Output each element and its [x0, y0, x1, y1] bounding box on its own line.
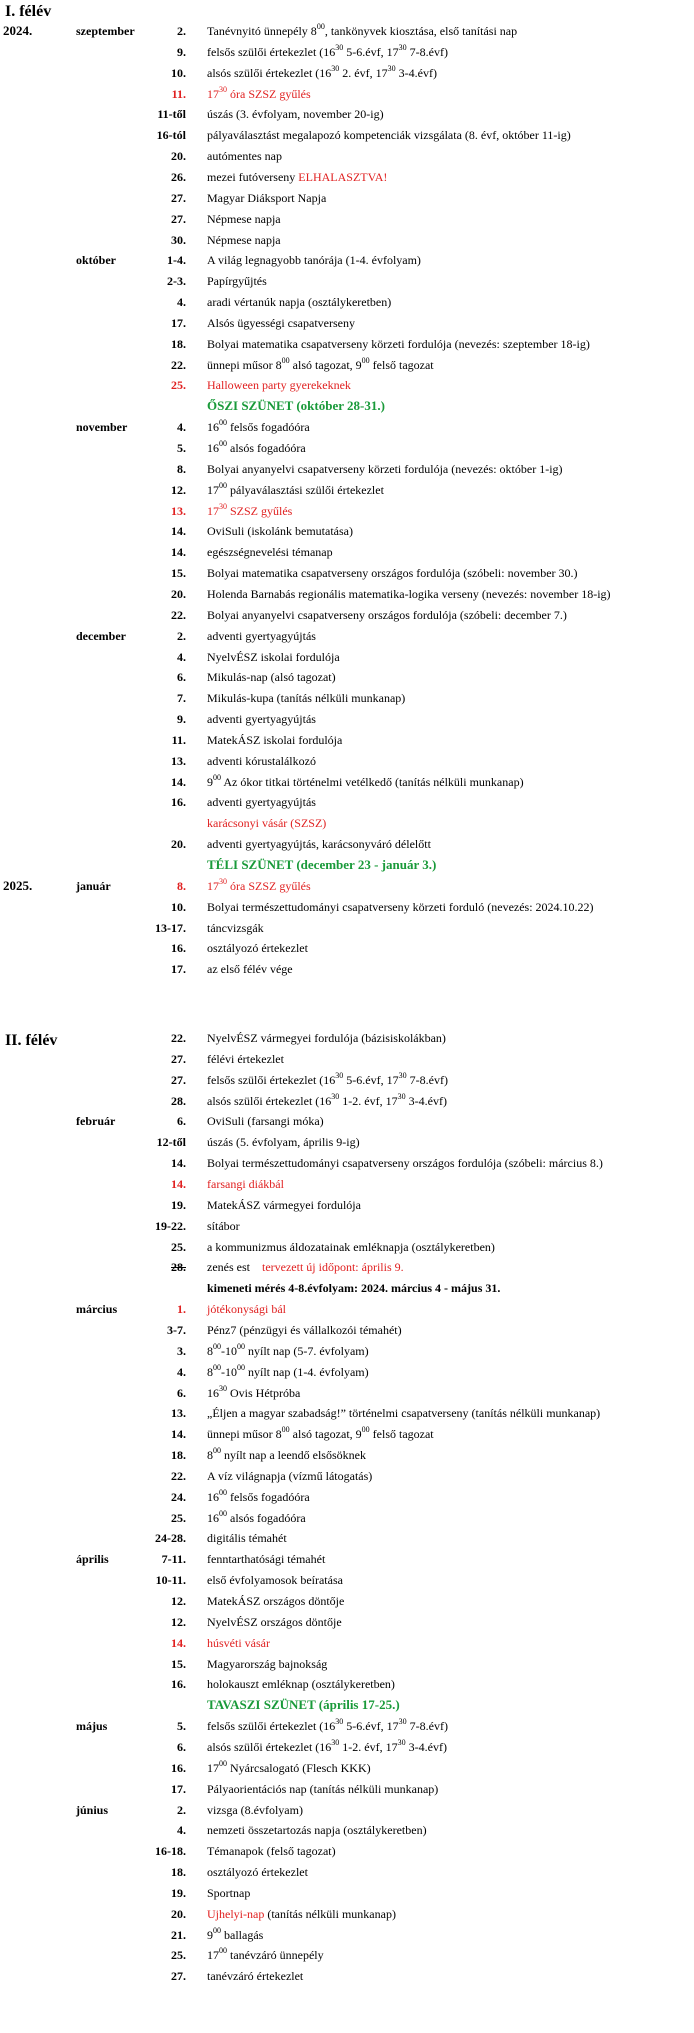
event-text: karácsonyi vásár (SZSZ) [207, 816, 327, 831]
day-label: 27. [171, 1072, 186, 1087]
calendar-row [0, 1840, 694, 1862]
calendar-row [0, 1590, 694, 1612]
event-text: felsős szülői értekezlet ($16^{30}$ 5-6.évf, $17^{30}$ 7-8.évf) [207, 1717, 448, 1734]
calendar-row [0, 333, 694, 355]
day-label: 14. [171, 1635, 186, 1650]
calendar-row [0, 374, 694, 396]
event-text: Mikulás-kupa (tanítás nélküli munkanap) [207, 691, 406, 706]
event-text: Papírgyűjtés [207, 274, 267, 289]
day-label: 10. [171, 65, 186, 80]
day-label: 18. [171, 1448, 186, 1463]
event-text: sítábor [207, 1218, 240, 1233]
semester-title: I. félév [5, 3, 52, 20]
event-text: $8^{00}$ nyílt nap a leendő elsősöknek [207, 1446, 366, 1463]
month-label: február [76, 1114, 116, 1129]
day-label: 14. [171, 545, 186, 560]
calendar-row [0, 437, 694, 459]
day-label: 4. [177, 295, 186, 310]
event-text: OviSuli (farsangi móka) [207, 1114, 324, 1129]
calendar-row [0, 708, 694, 730]
day-label: 24. [171, 1489, 186, 1504]
event-text: ünnepi műsor $8^{00}$ alsó tagozat, $9^{00}$ felső tagozat [207, 355, 434, 372]
calendar-row [0, 1152, 694, 1174]
day-label: 8. [177, 878, 186, 893]
month-label: május [76, 1719, 108, 1734]
day-label: 24-28. [155, 1531, 186, 1546]
event-text: kimeneti mérés 4-8.évfolyam: 2024. március 4 - május 31. [207, 1281, 501, 1296]
day-label: 9. [177, 712, 186, 727]
event-text: Bolyai természettudományi csapatverseny körzeti forduló (nevezés: 2024.10.22) [207, 899, 594, 914]
calendar-row [0, 1486, 694, 1508]
day-label: 6. [177, 1739, 186, 1754]
event-text: adventi gyertyagyújtás [207, 712, 316, 727]
calendar-row [0, 1944, 694, 1966]
event-text: Népmese napja [207, 211, 281, 226]
day-label: 1-4. [167, 253, 186, 268]
day-label: 4. [177, 1823, 186, 1838]
event-text: alsós szülői értekezlet ($16^{30}$ 2. évf, $17^{30}$ 3-4.évf) [207, 63, 437, 80]
calendar-row [0, 791, 694, 813]
day-label: 5. [177, 441, 186, 455]
calendar-row [0, 1819, 694, 1841]
calendar-row [0, 187, 694, 209]
day-label: 17. [171, 962, 186, 977]
calendar-row [0, 1861, 694, 1883]
event-text: a kommunizmus áldozatainak emléknapja (osztálykeretben) [207, 1239, 495, 1254]
calendar-row [0, 875, 694, 897]
event-text: Tanévnyitó ünnepély $8^{00}$, tankönyvek kiosztása, első tanítási nap [207, 22, 518, 38]
event-text: adventi gyertyagyújtás [207, 628, 316, 643]
day-label: 25. [171, 1510, 186, 1525]
event-text: MatekÁSZ iskolai fordulója [207, 732, 343, 747]
day-label: 2-3. [167, 274, 186, 289]
calendar-row [0, 395, 694, 417]
day-label: 30. [171, 232, 186, 247]
calendar-row [0, 229, 694, 251]
day-label: 7-11. [161, 1552, 186, 1567]
month-label: április [76, 1552, 109, 1567]
calendar-row [0, 750, 694, 772]
day-label: 11. [171, 86, 186, 101]
event-text: farsangi diákbál [207, 1177, 284, 1191]
calendar-row [0, 1611, 694, 1633]
calendar-row [0, 1465, 694, 1487]
day-label: 19-22. [155, 1218, 186, 1233]
calendar-row [0, 41, 694, 63]
day-label: 4. [177, 420, 186, 435]
calendar-row [0, 1694, 694, 1716]
event-text: adventi gyertyagyújtás [207, 795, 316, 810]
calendar-row [0, 1882, 694, 1904]
day-label: 20. [171, 149, 186, 164]
calendar-row [0, 604, 694, 626]
event-text: $16^{30}$ Ovis Hétpróba [207, 1383, 301, 1400]
calendar-row [0, 1527, 694, 1549]
calendar-row [0, 166, 694, 188]
event-text: Népmese napja [207, 232, 281, 247]
calendar-row [0, 249, 694, 271]
day-label: 25. [171, 378, 186, 393]
calendar-row [0, 958, 694, 980]
event-text: alsós szülői értekezlet ($16^{30}$ 1-2. évf, $17^{30}$ 3-4.évf) [207, 1737, 447, 1754]
calendar-row [0, 479, 694, 501]
event-text: aradi vértanúk napja (osztálykeretben) [207, 295, 392, 310]
event-text: $8^{00}-10^{00}$ nyílt nap (5-7. évfolyam) [207, 1341, 369, 1358]
calendar-row [0, 291, 694, 313]
day-label: 1. [177, 1302, 186, 1317]
day-label: 26. [171, 169, 186, 184]
calendar-row [0, 1653, 694, 1675]
calendar-row [0, 687, 694, 709]
day-label: 14. [171, 524, 186, 539]
event-text: vizsga (8.évfolyam) [207, 1802, 303, 1817]
event-text: $16^{00}$ alsós fogadóóra [207, 1508, 306, 1525]
month-label: március [76, 1302, 118, 1317]
event-text: jótékonysági bál [207, 1302, 286, 1317]
event-text: „Éljen a magyar szabadság!” történelmi csapatverseny (tanítás nélküli munkanap) [207, 1406, 601, 1421]
calendar-row [0, 625, 694, 647]
calendar-row [0, 1924, 694, 1946]
event-text: Bolyai anyanyelvi csapatverseny körzeti fordulója (nevezés: október 1-ig) [207, 461, 563, 476]
day-label: 14. [171, 1427, 186, 1442]
calendar-row [0, 666, 694, 688]
event-text: $9^{00}$ Az ókor titkai történelmi vetélkedő (tanítás nélküli munkanap) [207, 772, 524, 789]
day-label: 21. [171, 1927, 186, 1942]
calendar-row [0, 270, 694, 292]
calendar-row [0, 1090, 694, 1112]
event-text: A víz világnapja (vízmű látogatás) [207, 1468, 373, 1483]
day-label: 20. [171, 1906, 186, 1921]
calendar-row [0, 1778, 694, 1800]
calendar-row [0, 1277, 694, 1299]
event-text: Bolyai matematika csapatverseny körzeti fordulója (nevezés: szeptember 18-ig) [207, 336, 590, 351]
calendar-row [0, 917, 694, 939]
event-text: Alsós ügyességi csapatverseny [207, 315, 355, 330]
day-label: 11. [171, 732, 186, 747]
event-text: $8^{00}-10^{00}$ nyílt nap (1-4. évfolyam) [207, 1362, 369, 1379]
calendar-row [0, 1423, 694, 1445]
day-label: 27. [171, 190, 186, 205]
day-label: 12. [171, 1594, 186, 1608]
event-text: Bolyai anyanyelvi csapatverseny országos fordulója (szóbeli: december 7.) [207, 607, 567, 622]
event-text: egészségnevelési témanap [207, 545, 333, 560]
year-label: 2025. [3, 877, 33, 893]
day-label: 8. [177, 461, 186, 476]
calendar-row [0, 1736, 694, 1758]
day-label: 14. [171, 774, 186, 789]
day-label: 4. [177, 649, 186, 664]
month-label: december [76, 628, 126, 643]
day-label: 16-18. [155, 1844, 186, 1859]
event-text: $16^{00}$ felsős fogadóóra [207, 418, 310, 435]
calendar-row [0, 896, 694, 918]
calendar-row [0, 1340, 694, 1362]
day-label: 12. [171, 482, 186, 497]
event-text: az első félév vége [207, 962, 293, 977]
event-text: adventi kórustalálkozó [207, 753, 316, 768]
day-label: 16-tól [156, 128, 186, 143]
calendar-row [0, 103, 694, 125]
event-text: Halloween party gyerekeknek [207, 378, 351, 393]
calendar-row [0, 1173, 694, 1195]
event-text: első évfolyamosok beíratása [207, 1573, 343, 1588]
event-text: NyelvÉSZ vármegyei fordulója (bázisiskolákban) [207, 1031, 446, 1046]
day-label: 14. [171, 1156, 186, 1171]
day-label: 20. [171, 837, 186, 852]
event-text: Magyarország bajnokság [207, 1656, 328, 1671]
calendar-row [0, 729, 694, 751]
day-label: 14. [171, 1177, 186, 1191]
day-label: 22. [171, 607, 186, 622]
event-text: Témanapok (felső tagozat) [207, 1844, 336, 1859]
day-label: 16. [171, 795, 186, 810]
calendar-row [0, 646, 694, 668]
calendar-row [0, 583, 694, 605]
calendar-row [0, 1361, 694, 1383]
day-label: 16. [171, 1677, 186, 1692]
event-text: alsós szülői értekezlet ($16^{30}$ 1-2. évf, $17^{30}$ 3-4.évf) [207, 1091, 447, 1108]
event-text: TAVASZI SZÜNET (április 17-25.) [207, 1697, 400, 1713]
event-text: Magyar Diáksport Napja [207, 190, 327, 205]
day-label: 16. [171, 1760, 186, 1775]
day-label: 15. [171, 566, 186, 581]
day-label: 27. [171, 211, 186, 226]
calendar-row [0, 562, 694, 584]
day-label: 18. [171, 1865, 186, 1880]
calendar-row [0, 1757, 694, 1779]
event-text: digitális témahét [207, 1531, 287, 1546]
day-label: 18. [171, 336, 186, 351]
day-label: 22. [171, 357, 186, 372]
event-text: nemzeti összetartozás napja (osztálykeretben) [207, 1823, 427, 1838]
calendar-row [0, 1444, 694, 1466]
event-text: $17^{00}$ tanévzáró ünnepély [207, 1946, 324, 1963]
day-label: 25. [171, 1239, 186, 1254]
day-label: 6. [177, 670, 186, 685]
event-text: tanévzáró értekezlet [207, 1969, 304, 1984]
calendar-row [0, 208, 694, 230]
calendar-row [0, 458, 694, 480]
calendar-row [0, 541, 694, 563]
calendar-row [0, 1027, 694, 1049]
event-text: NyelvÉSZ iskolai fordulója [207, 649, 340, 664]
day-label: 17. [171, 1781, 186, 1796]
day-label: 13. [171, 503, 186, 518]
day-label: 22. [171, 1031, 186, 1046]
event-text: Holenda Barnabás regionális matematika-logika verseny (nevezés: november 18-ig) [207, 586, 611, 601]
calendar-row [0, 416, 694, 438]
calendar-row [0, 1548, 694, 1570]
event-text: mezei futóverseny ELHALASZTVA! [207, 169, 388, 184]
calendar-row [0, 1632, 694, 1654]
event-text: $9^{00}$ ballagás [207, 1925, 264, 1942]
calendar-row [0, 354, 694, 376]
day-label: 13. [171, 1406, 186, 1421]
calendar-row [0, 1569, 694, 1591]
event-text: zenés est tervezett új időpont: április 9. [207, 1260, 404, 1275]
calendar-row [0, 1194, 694, 1216]
day-label: 17. [171, 315, 186, 330]
event-text: $17^{30}$ óra SZSZ gyűlés [207, 84, 311, 101]
calendar-row [0, 1799, 694, 1821]
event-text: A világ legnagyobb tanórája (1-4. évfolyam) [207, 253, 421, 268]
calendar-row [0, 854, 694, 876]
event-text: $17^{30}$ SZSZ gyűlés [207, 501, 293, 518]
day-label: 27. [171, 1051, 186, 1066]
day-label: 27. [171, 1969, 186, 1984]
event-text: úszás (3. évfolyam, november 20-ig) [207, 107, 384, 122]
event-text: Mikulás-nap (alsó tagozat) [207, 670, 336, 685]
calendar-row [0, 312, 694, 334]
event-text: Pályaorientációs nap (tanítás nélküli munkanap) [207, 1781, 439, 1796]
event-text: Bolyai természettudományi csapatverseny országos fordulója (szóbeli: március 8.) [207, 1156, 603, 1171]
calendar-row [0, 1715, 694, 1737]
day-label: 11-től [157, 107, 186, 122]
day-label: 16. [171, 941, 186, 956]
event-text: ŐSZI SZÜNET (október 28-31.) [207, 398, 385, 414]
event-text: osztályozó értekezlet [207, 1865, 308, 1880]
event-text: $17^{00}$ Nyárcsalogató (Flesch KKK) [207, 1758, 371, 1775]
calendar-row [0, 1965, 694, 1987]
event-text: Bolyai matematika csapatverseny országos fordulója (szóbeli: november 30.) [207, 566, 578, 581]
day-label: 19. [171, 1885, 186, 1900]
event-text: $16^{00}$ alsós fogadóóra [207, 439, 306, 455]
calendar-row [0, 1903, 694, 1925]
calendar-row [0, 1048, 694, 1070]
calendar-row [0, 812, 694, 834]
calendar-row [0, 520, 694, 542]
event-text: osztályozó értekezlet [207, 941, 308, 956]
event-text: autómentes nap [207, 149, 282, 164]
event-text: húsvéti vásár [207, 1635, 270, 1650]
year-label: 2024. [3, 23, 33, 38]
day-label: 3-7. [167, 1322, 186, 1337]
day-label: 10-11. [155, 1573, 186, 1588]
day-label: 7. [177, 691, 186, 706]
event-text: Ujhelyi-nap (tanítás nélküli munkanap) [207, 1906, 396, 1921]
day-label: 13-17. [155, 920, 186, 935]
calendar-row [0, 833, 694, 855]
event-text: Pénz7 (pénzügyi és vállalkozói témahét) [207, 1322, 402, 1337]
event-text: fenntarthatósági témahét [207, 1552, 326, 1567]
day-label: 28. [171, 1260, 186, 1275]
calendar-row [0, 1131, 694, 1153]
calendar-row [0, 1069, 694, 1091]
day-label: 25. [171, 1948, 186, 1963]
event-text: felsős szülői értekezlet ($16^{30}$ 5-6.évf, $17^{30}$ 7-8.évf) [207, 1070, 448, 1087]
day-label: 6. [177, 1385, 186, 1400]
day-label: 6. [177, 1114, 186, 1129]
day-label: 12-től [156, 1135, 186, 1150]
day-label: 20. [171, 586, 186, 601]
calendar-row [0, 124, 694, 146]
calendar-row [0, 83, 694, 105]
event-text: táncvizsgák [207, 920, 264, 935]
day-label: 4. [177, 1364, 186, 1379]
day-label: 2. [177, 628, 186, 643]
day-label: 19. [171, 1197, 186, 1212]
day-label: 15. [171, 1656, 186, 1671]
calendar-row [0, 1256, 694, 1278]
day-label: 5. [177, 1719, 186, 1734]
day-label: 2. [177, 1802, 186, 1817]
event-text: NyelvÉSZ országos döntője [207, 1614, 342, 1629]
event-text: pályaválasztást megalapozó kompetenciák vizsgálata (8. évf, október 11-ig) [207, 128, 571, 143]
event-text: TÉLI SZÜNET (december 23 - január 3.) [207, 857, 437, 872]
day-label: 9. [177, 44, 186, 59]
event-text: $17^{30}$ óra SZSZ gyűlés [207, 876, 311, 893]
event-text: $16^{00}$ felsős fogadóóra [207, 1487, 310, 1504]
event-text: MatekÁSZ országos döntője [207, 1594, 345, 1608]
calendar-row [0, 500, 694, 522]
event-text: úszás (5. évfolyam, április 9-ig) [207, 1135, 360, 1150]
event-text: MatekÁSZ vármegyei fordulója [207, 1197, 361, 1212]
event-text: Sportnap [207, 1885, 251, 1900]
day-label: 10. [171, 899, 186, 914]
calendar-row [0, 1507, 694, 1529]
event-text: holokauszt emléknap (osztálykeretben) [207, 1677, 395, 1692]
day-label: 28. [171, 1093, 186, 1108]
calendar-row [0, 145, 694, 167]
event-text: $17^{00}$ pályaválasztási szülői értekezlet [207, 480, 384, 497]
day-label: 2. [177, 24, 186, 38]
calendar-row [0, 1382, 694, 1404]
month-label: szeptember [76, 24, 135, 38]
calendar-row [0, 1319, 694, 1341]
month-label: január [76, 878, 111, 893]
day-label: 22. [171, 1468, 186, 1483]
calendar-row [0, 20, 694, 42]
day-label: 13. [171, 753, 186, 768]
month-label: június [76, 1802, 109, 1817]
event-text: adventi gyertyagyújtás, karácsonyváró délelőtt [207, 837, 431, 852]
month-label: október [76, 253, 116, 268]
calendar-row [0, 771, 694, 793]
semester-title: II. félév [5, 1032, 58, 1049]
calendar-row [0, 1215, 694, 1237]
calendar-row [0, 1673, 694, 1695]
event-text: ünnepi műsor $8^{00}$ alsó tagozat, $9^{00}$ felső tagozat [207, 1425, 434, 1442]
day-label: 12. [171, 1614, 186, 1629]
event-text: felsős szülői értekezlet ($16^{30}$ 5-6.évf, $17^{30}$ 7-8.évf) [207, 42, 448, 59]
event-text: félévi értekezlet [207, 1051, 284, 1066]
calendar-row [0, 1402, 694, 1424]
event-text: OviSuli (iskolánk bemutatása) [207, 524, 353, 539]
calendar-row [0, 1110, 694, 1132]
calendar-row [0, 1236, 694, 1258]
calendar-row [0, 1298, 694, 1320]
calendar-row [0, 62, 694, 84]
month-label: november [76, 420, 128, 435]
day-label: 3. [177, 1343, 186, 1358]
calendar-row [0, 937, 694, 959]
